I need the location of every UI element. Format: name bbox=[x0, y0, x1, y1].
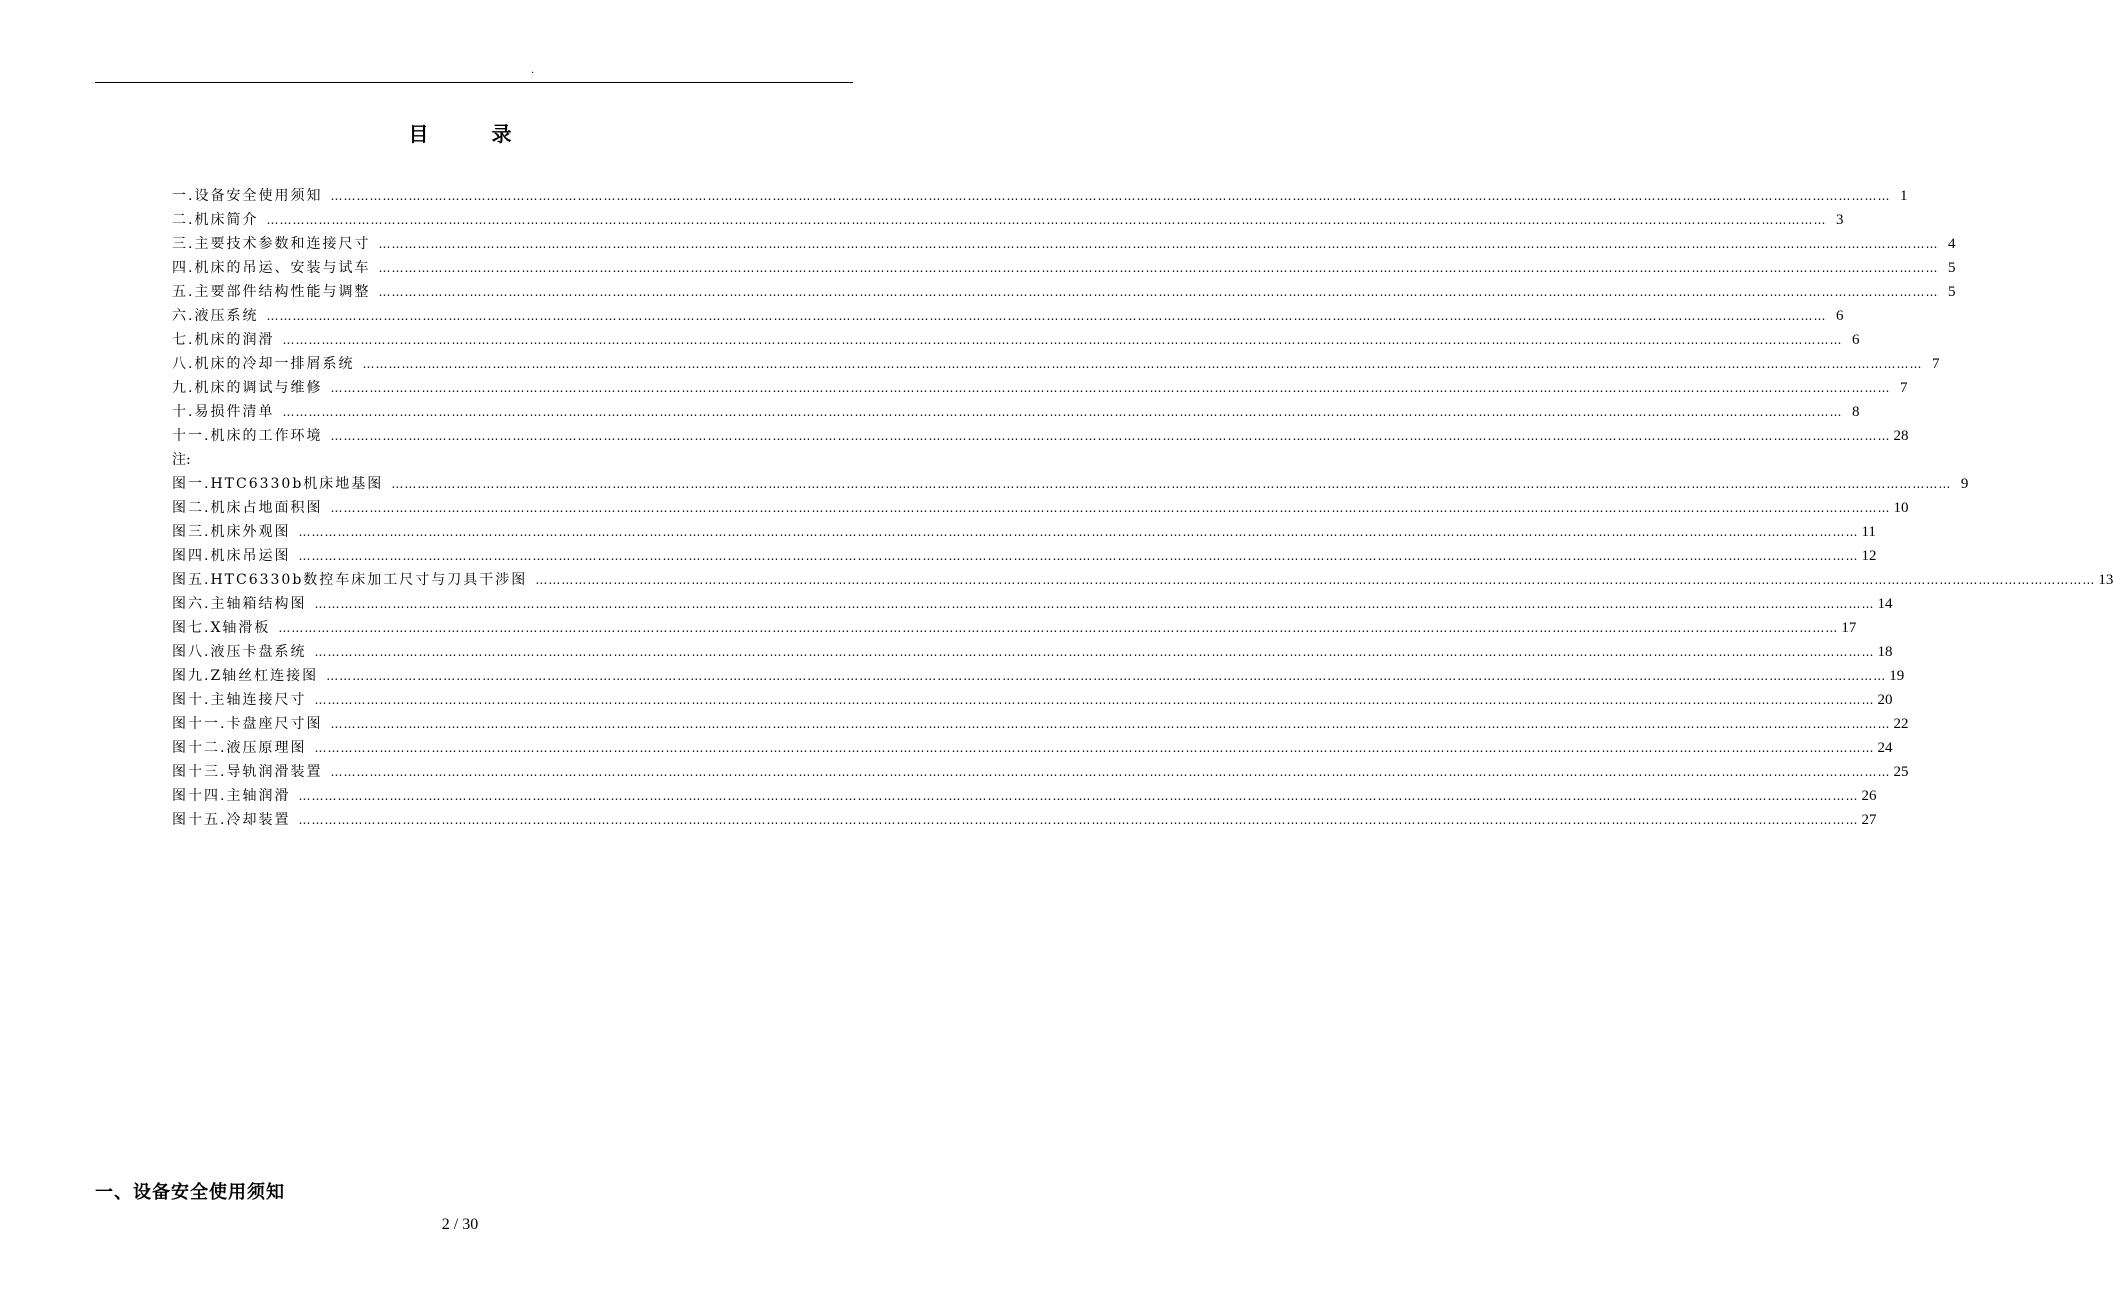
toc-entry[interactable] bbox=[172, 376, 1908, 400]
toc-entry-page: 13 bbox=[2098, 572, 2113, 588]
toc-dot-leader: ……………………………………………………………………………………………………………………………………………………………………………………………………………………………………………………………………………………………………………………………… bbox=[314, 693, 1875, 707]
toc-entry-page: 5 bbox=[1947, 284, 1956, 300]
toc-dot-leader: ……………………………………………………………………………………………………………………………………………………………………………………………………………………………………………………………………………………………………………………………… bbox=[330, 765, 1891, 779]
toc-entry-label: 图七.X轴滑板 bbox=[172, 620, 271, 636]
toc-figure-entry[interactable] bbox=[172, 664, 1905, 688]
toc-entry-label: 图一.HTC6330b机床地基图 bbox=[172, 476, 384, 492]
toc-dot-leader: ……………………………………………………………………………………………………………………………………………………………………………………………………………………………………………………………………………………………………………………………… bbox=[266, 213, 1827, 227]
toc-entry-page: 6 bbox=[1851, 332, 1860, 348]
toc-entry[interactable] bbox=[172, 280, 1956, 304]
toc-figure-entry[interactable] bbox=[172, 688, 1893, 712]
toc-figure-entry[interactable] bbox=[172, 568, 2113, 592]
toc-entry[interactable] bbox=[172, 400, 1860, 424]
table-of-contents bbox=[172, 184, 2113, 832]
toc-dot-leader: ……………………………………………………………………………………………………………………………………………………………………………………………………………………………………………………………………………………………………………………………… bbox=[266, 309, 1827, 323]
toc-entry-label: 图四.机床吊运图 bbox=[172, 548, 291, 564]
toc-entry-page: 5 bbox=[1947, 260, 1956, 276]
toc-entry-page: 19 bbox=[1889, 668, 1905, 684]
toc-entry-page: 26 bbox=[1861, 788, 1877, 804]
toc-entry[interactable] bbox=[172, 352, 1940, 376]
toc-dot-leader: ……………………………………………………………………………………………………………………………………………………………………………………………………………………………………………………………………………………………………………………………… bbox=[314, 645, 1875, 659]
toc-entry-label: 十一.机床的工作环境 bbox=[172, 428, 323, 444]
toc-figure-entry[interactable] bbox=[172, 808, 1877, 832]
toc-entry-page: 20 bbox=[1877, 692, 1893, 708]
toc-entry-page: 8 bbox=[1851, 404, 1860, 420]
toc-dot-leader: ……………………………………………………………………………………………………………………………………………………………………………………………………………………………………………………………………………………………………………………………… bbox=[298, 549, 1859, 563]
toc-entry-page: 28 bbox=[1893, 428, 1909, 444]
toc-entry-page: 12 bbox=[1861, 548, 1877, 564]
toc-dot-leader: ……………………………………………………………………………………………………………………………………………………………………………………………………………………………………………………………………………………………………………………………… bbox=[298, 789, 1859, 803]
toc-entry-label: 图二.机床占地面积图 bbox=[172, 500, 323, 516]
toc-dot-leader: ……………………………………………………………………………………………………………………………………………………………………………………………………………………………………………………………………………………………………………………………… bbox=[298, 813, 1859, 827]
toc-entry-page: 18 bbox=[1877, 644, 1893, 660]
page-number: 2 / 30 bbox=[441, 1216, 479, 1233]
toc-dot-leader: ……………………………………………………………………………………………………………………………………………………………………………………………………………………………………………………………………………………………………………………………… bbox=[278, 621, 1839, 635]
toc-entry-page: 11 bbox=[1861, 524, 1876, 540]
toc-entry-label: 三.主要技术参数和连接尺寸 bbox=[172, 236, 371, 252]
toc-dot-leader: ……………………………………………………………………………………………………………………………………………………………………………………………………………………………………………………………………………………………………………………………… bbox=[330, 717, 1891, 731]
toc-entry-page: 7 bbox=[1899, 380, 1908, 396]
toc-entry-label: 七.机床的润滑 bbox=[172, 332, 275, 348]
toc-entry-label: 二.机床简介 bbox=[172, 212, 259, 228]
toc-dot-leader: ……………………………………………………………………………………………………………………………………………………………………………………………………………………………………………………………………………………………………………………………… bbox=[362, 357, 1923, 371]
toc-dot-leader: ……………………………………………………………………………………………………………………………………………………………………………………………………………………………………………………………………………………………………………………………… bbox=[314, 597, 1875, 611]
toc-entry[interactable] bbox=[172, 424, 1909, 448]
toc-figure-entry[interactable] bbox=[172, 520, 1876, 544]
toc-entry-label: 图十五.冷却装置 bbox=[172, 812, 291, 828]
toc-dot-leader: ……………………………………………………………………………………………………………………………………………………………………………………………………………………………………………………………………………………………………………………………… bbox=[330, 501, 1891, 515]
toc-dot-leader: ……………………………………………………………………………………………………………………………………………………………………………………………………………………………………………………………………………………………………………………………… bbox=[330, 189, 1891, 203]
toc-entry-label: 四.机床的吊运、安装与试车 bbox=[172, 260, 371, 276]
toc-figure-entry[interactable] bbox=[172, 472, 1969, 496]
toc-entry-label: 图十一.卡盘座尺寸图 bbox=[172, 716, 323, 732]
toc-entry[interactable] bbox=[172, 232, 1956, 256]
toc-dot-leader: ……………………………………………………………………………………………………………………………………………………………………………………………………………………………………………………………………………………………………………………………… bbox=[326, 669, 1887, 683]
toc-figure-entry[interactable] bbox=[172, 640, 1893, 664]
toc-entry-page: 27 bbox=[1861, 812, 1877, 828]
toc-entry-label: 五.主要部件结构性能与调整 bbox=[172, 284, 371, 300]
toc-entry-label: 图十二.液压原理图 bbox=[172, 740, 307, 756]
toc-figure-entry[interactable] bbox=[172, 616, 1857, 640]
toc-entry[interactable] bbox=[172, 304, 1844, 328]
toc-entry-page: 4 bbox=[1947, 236, 1956, 252]
section-heading: 一、设备安全使用须知 bbox=[95, 1182, 285, 1203]
toc-entry-page: 24 bbox=[1877, 740, 1893, 756]
toc-dot-leader: ……………………………………………………………………………………………………………………………………………………………………………………………………………………………………………………………………………………………………………………………… bbox=[330, 429, 1891, 443]
toc-figure-entry[interactable] bbox=[172, 496, 1909, 520]
toc-figure-entry[interactable] bbox=[172, 592, 1893, 616]
toc-figure-entry[interactable] bbox=[172, 712, 1909, 736]
toc-entry[interactable] bbox=[172, 256, 1956, 280]
toc-entry-page: 17 bbox=[1841, 620, 1857, 636]
toc-dot-leader: ……………………………………………………………………………………………………………………………………………………………………………………………………………………………………………………………………………………………………………………………… bbox=[282, 405, 1843, 419]
header-mark: . bbox=[531, 65, 535, 76]
toc-note-label: 注: bbox=[172, 452, 191, 468]
toc-entry-page: 10 bbox=[1893, 500, 1909, 516]
toc-entry-page: 3 bbox=[1835, 212, 1844, 228]
toc-dot-leader: ……………………………………………………………………………………………………………………………………………………………………………………………………………………………………………………………………………………………………………………………… bbox=[330, 381, 1891, 395]
toc-entry-label: 图十四.主轴润滑 bbox=[172, 788, 291, 804]
toc-entry-label: 图十.主轴连接尺寸 bbox=[172, 692, 307, 708]
toc-dot-leader: ……………………………………………………………………………………………………………………………………………………………………………………………………………………………………………………………………………………………………………………………… bbox=[298, 525, 1859, 539]
toc-entry-label: 八.机床的冷却一排屑系统 bbox=[172, 356, 355, 372]
toc-dot-leader: ……………………………………………………………………………………………………………………………………………………………………………………………………………………………………………………………………………………………………………………………… bbox=[314, 741, 1875, 755]
toc-entry-label: 十.易损件清单 bbox=[172, 404, 275, 420]
toc-entry-page: 14 bbox=[1877, 596, 1893, 612]
toc-entry-page: 9 bbox=[1960, 476, 1969, 492]
toc-entry[interactable] bbox=[172, 208, 1844, 232]
toc-figure-entry[interactable] bbox=[172, 544, 1877, 568]
toc-entry[interactable] bbox=[172, 184, 1908, 208]
toc-entry-label: 六.液压系统 bbox=[172, 308, 259, 324]
toc-entry[interactable] bbox=[172, 328, 1860, 352]
toc-figure-entry[interactable] bbox=[172, 736, 1893, 760]
toc-dot-leader: ……………………………………………………………………………………………………………………………………………………………………………………………………………………………………………………………………………………………………………………………… bbox=[391, 477, 1952, 491]
toc-entry-label: 九.机床的调试与维修 bbox=[172, 380, 323, 396]
toc-title: 目 录 bbox=[408, 122, 540, 146]
toc-entry-label: 一.设备安全使用须知 bbox=[172, 188, 323, 204]
toc-dot-leader: ……………………………………………………………………………………………………………………………………………………………………………………………………………………………………………………………………………………………………………………………… bbox=[378, 285, 1939, 299]
toc-entry-label: 图三.机床外观图 bbox=[172, 524, 291, 540]
toc-figure-entry[interactable] bbox=[172, 760, 1909, 784]
toc-entry-label: 图六.主轴箱结构图 bbox=[172, 596, 307, 612]
header-rule bbox=[95, 82, 853, 83]
toc-entry-label: 图十三.导轨润滑装置 bbox=[172, 764, 323, 780]
toc-entry-label: 图八.液压卡盘系统 bbox=[172, 644, 307, 660]
toc-dot-leader: ……………………………………………………………………………………………………………………………………………………………………………………………………………………………………………………………………………………………………………………………… bbox=[282, 333, 1843, 347]
toc-dot-leader: ……………………………………………………………………………………………………………………………………………………………………………………………………………………………………………………………………………………………………………………………… bbox=[378, 237, 1939, 251]
toc-entry-page: 7 bbox=[1931, 356, 1940, 372]
toc-entry-page: 6 bbox=[1835, 308, 1844, 324]
toc-entry-page: 25 bbox=[1893, 764, 1909, 780]
toc-entry-page: 1 bbox=[1899, 188, 1908, 204]
toc-entry-label: 图五.HTC6330b数控车床加工尺寸与刀具干涉图 bbox=[172, 572, 528, 588]
toc-dot-leader: ……………………………………………………………………………………………………………………………………………………………………………………………………………………………………………………………………………………………………………………………… bbox=[535, 573, 2096, 587]
toc-entry-page: 22 bbox=[1893, 716, 1909, 732]
toc-dot-leader: ……………………………………………………………………………………………………………………………………………………………………………………………………………………………………………………………………………………………………………………………… bbox=[378, 261, 1939, 275]
toc-figure-entry[interactable] bbox=[172, 784, 1877, 808]
toc-entry-label: 图九.Z轴丝杠连接图 bbox=[172, 668, 319, 684]
